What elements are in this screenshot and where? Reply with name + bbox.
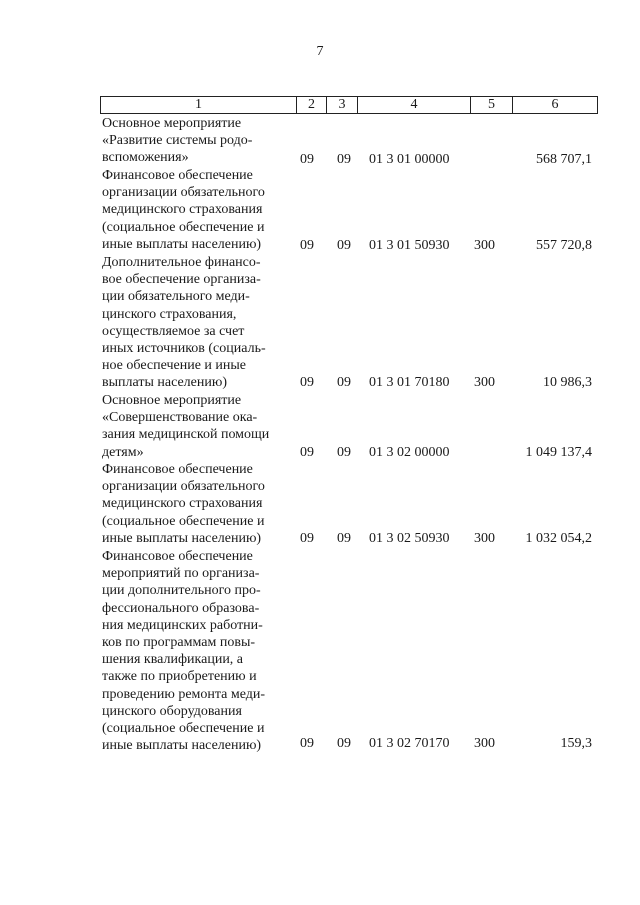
row-section: 09	[300, 445, 314, 460]
row-name	[102, 254, 292, 392]
row-section: 09	[300, 531, 314, 546]
header-col-1: 1	[195, 97, 202, 112]
row-target-code: 01 3 01 50930	[369, 238, 450, 253]
row-name-line: шения квалификации, а	[102, 652, 244, 668]
header-col-4: 4	[357, 97, 470, 113]
row-name-line: иные выплаты населению)	[102, 530, 262, 546]
row-name-line: иных источников (социаль-	[102, 341, 266, 357]
row-target-code: 01 3 02 00000	[369, 445, 450, 460]
row-name	[102, 115, 292, 167]
row-name-line: (социальное обеспечение и	[102, 513, 265, 529]
row-amount: 1 032 054,2	[525, 531, 592, 546]
row-name-line: ции дополнительного про-	[102, 583, 261, 599]
row-subsection: 09	[337, 445, 351, 460]
row-target-code: 01 3 02 70170	[369, 736, 450, 751]
row-name	[102, 167, 292, 253]
row-name-line: цинского страхования,	[102, 306, 237, 322]
row-name-line: Основное мероприятие	[102, 393, 242, 408]
row-name-line: иные выплаты населению)	[102, 236, 262, 252]
row-name-line: ков по программам повы-	[102, 635, 256, 651]
row-name-line: цинского оборудования	[102, 703, 242, 719]
header-col-6: 6	[512, 97, 597, 113]
table-header	[100, 96, 598, 114]
row-expense-type: 300	[474, 238, 495, 253]
row-name-line: медицинского страхования	[102, 496, 263, 512]
row-amount: 159,3	[560, 736, 592, 751]
row-subsection: 09	[337, 375, 351, 390]
row-name-line: (социальное обеспечение и	[102, 219, 265, 235]
row-name-line: проведению ремонта меди-	[102, 686, 266, 702]
row-name-line: выплаты населению)	[102, 375, 227, 391]
row-subsection: 09	[337, 736, 351, 751]
row-name	[102, 461, 292, 547]
row-name	[102, 548, 292, 754]
row-amount: 568 707,1	[536, 152, 592, 167]
row-name-line: медицинского страхования	[102, 202, 263, 218]
row-name	[102, 392, 292, 461]
row-amount: 557 720,8	[536, 238, 592, 253]
row-name-line: ное обеспечение и иные	[102, 358, 246, 374]
row-name-line: ции обязательного меди-	[102, 289, 250, 305]
row-target-code: 01 3 01 70180	[369, 375, 450, 390]
row-target-code: 01 3 01 00000	[369, 152, 450, 167]
page-number: 7	[316, 44, 324, 59]
row-name-line: «Совершенствование ока-	[102, 410, 258, 426]
row-name-line: также по приобретению и	[102, 669, 257, 685]
row-section: 09	[300, 152, 314, 167]
row-subsection: 09	[337, 152, 351, 167]
row-subsection: 09	[337, 531, 351, 546]
row-name-line: ния медицинских работни-	[102, 617, 263, 633]
row-name-line: детям»	[102, 444, 144, 460]
row-amount: 10 986,3	[543, 375, 592, 390]
row-section: 09	[300, 736, 314, 751]
row-name-line: (социальное обеспечение и	[102, 721, 265, 737]
row-section: 09	[300, 375, 314, 390]
row-expense-type: 300	[474, 375, 495, 390]
row-name-line: Финансовое обеспечение	[102, 549, 253, 564]
row-subsection: 09	[337, 238, 351, 253]
row-name-line: организации обязательного	[102, 185, 265, 201]
row-name-line: вое обеспечение организа-	[102, 272, 261, 288]
row-name-line: вспоможения»	[102, 150, 189, 166]
row-amount: 1 049 137,4	[525, 445, 592, 460]
header-col-2: 2	[296, 97, 326, 113]
row-target-code: 01 3 02 50930	[369, 531, 450, 546]
row-name-line: фессионального образова-	[102, 600, 260, 616]
row-name-line: зания медицинской помощи	[102, 427, 270, 443]
row-name-line: иные выплаты населению)	[102, 738, 262, 754]
row-name-line: организации обязательного	[102, 479, 265, 495]
header-col-5: 5	[470, 97, 512, 113]
header-col-3: 3	[326, 97, 357, 113]
row-name-line: «Развитие системы родо-	[102, 133, 253, 149]
row-name-line: осуществляемое за счет	[102, 323, 245, 339]
row-section: 09	[300, 238, 314, 253]
row-expense-type: 300	[474, 736, 495, 751]
row-name-line: мероприятий по организа-	[102, 566, 260, 582]
row-name-line: Основное мероприятие	[102, 116, 242, 131]
row-name-line: Дополнительное финансо-	[102, 255, 261, 270]
row-name-line: Финансовое обеспечение	[102, 462, 253, 477]
row-name-line: Финансовое обеспечение	[102, 168, 253, 183]
row-expense-type: 300	[474, 531, 495, 546]
